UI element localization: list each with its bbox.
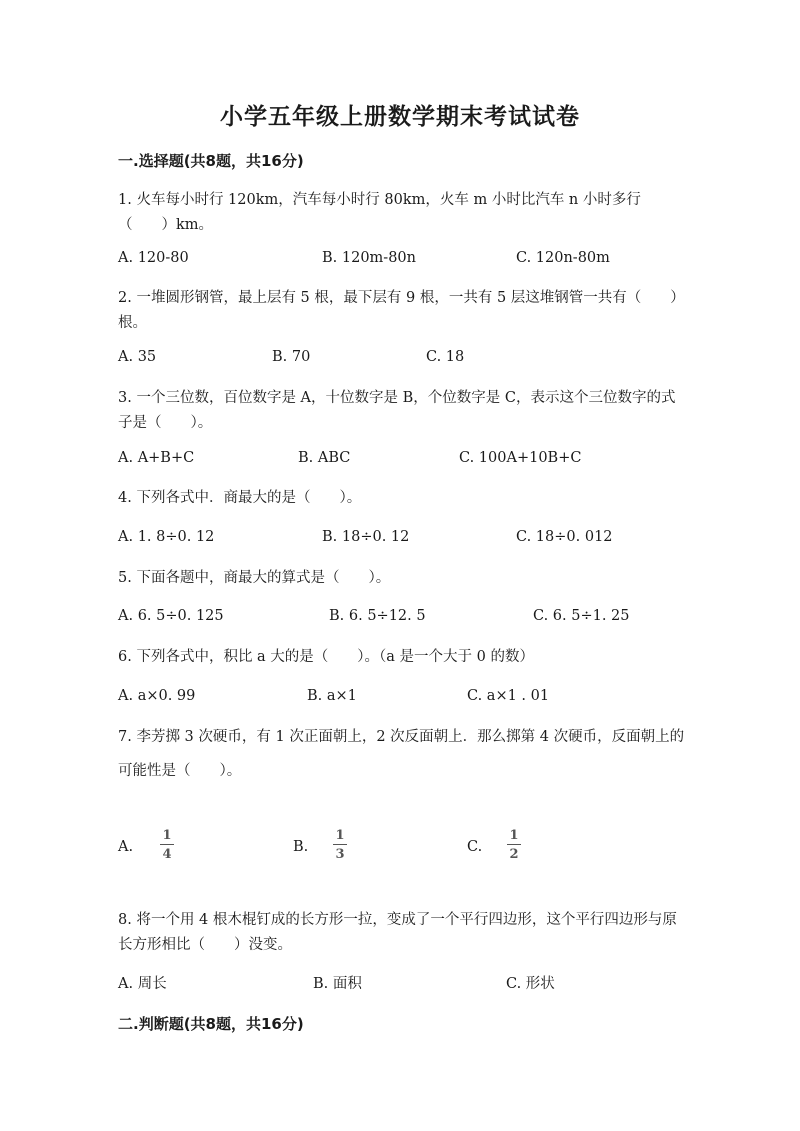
denominator: 2 [509,847,519,862]
question-6: 6. 下列各式中，积比 a 大的是（ ）。（a 是一个大于 0 的数） [118,649,535,665]
option-c: C. 100A+10B+C [459,450,582,466]
question-7: 7. 李芳掷 3 次硬币，有 1 次正面朝上，2 次反面朝上．那么掷第 4 次硬币，反面朝上的可能性是（ ）。 [118,729,685,779]
option-c: C. 形状 [506,976,555,992]
option-letter: A. [118,839,134,855]
question-1-options [118,250,718,272]
option-a: A. A+B+C [118,450,195,466]
question-8-options [118,972,718,994]
question-4: 4. 下列各式中．商最大的是（ ）。 [118,490,362,506]
option-b: B. 18÷0. 12 [322,529,410,545]
fraction-bar [333,844,347,845]
option-c: C. 120n-80m [516,250,610,266]
question-4-options [118,529,718,551]
option-b: B. 70 [272,349,311,365]
option-b: B. ABC [298,450,351,466]
denominator: 4 [162,847,172,862]
numerator: 1 [335,828,345,843]
question-7-options [118,828,718,872]
option-a: A. a×0. 99 [118,688,196,704]
question-6-options [118,688,718,710]
page-title: 小学五年级上册数学期末考试试卷 [220,104,580,130]
denominator: 3 [335,847,345,862]
section-heading-choice: 一.选择题(共8题，共16分) [118,152,304,170]
numerator: 1 [162,828,172,843]
option-a: A. 120-80 [118,250,189,266]
option-c: C. 18÷0. 012 [516,529,613,545]
question-3-options [118,450,718,472]
numerator: 1 [509,828,519,843]
question-2: 2. 一堆圆形钢管，最上层有 5 根，最下层有 9 根，一共有 5 层这堆钢管一共有（ ）根。 [118,290,685,331]
fraction-bar [160,844,174,845]
option-c: C. 6. 5÷1. 25 [533,608,630,624]
option-b: B. 面积 [313,976,362,992]
fraction-one-quarter [160,828,174,862]
question-2-options [118,349,718,371]
option-letter: B. [293,839,309,855]
option-letter: C. [467,839,483,855]
option-a: A. 周长 [118,976,167,992]
question-3: 3. 一个三位数，百位数字是 A，十位数字是 B，个位数字是 C，表示这个三位数字的式子是（ ）。 [118,390,676,431]
option-b: B. a×1 [307,688,357,704]
option-c: C. a×1 . 01 [467,688,550,704]
fraction-one-third [333,828,347,862]
option-a: A. 35 [118,349,157,365]
option-c: C. 18 [426,349,465,365]
question-5: 5. 下面各题中，商最大的算式是（ ）。 [118,570,391,586]
option-a: A. 6. 5÷0. 125 [118,608,224,624]
section-heading-judgement: 二.判断题(共8题，共16分) [118,1015,304,1033]
option-b: B. 6. 5÷12. 5 [329,608,426,624]
option-a: A. 1. 8÷0. 12 [118,529,215,545]
fraction-one-half [507,828,521,862]
question-5-options [118,608,718,630]
question-8: 8. 将一个用 4 根木棍钉成的长方形一拉，变成了一个平行四边形，这个平行四边形与原长方形相比（ ）没变。 [118,912,677,953]
question-1: 1. 火车每小时行 120km，汽车每小时行 80km，火车 m 小时比汽车 n 小时多行（ ）km。 [118,192,641,233]
option-b: B. 120m-80n [322,250,416,266]
fraction-bar [507,844,521,845]
